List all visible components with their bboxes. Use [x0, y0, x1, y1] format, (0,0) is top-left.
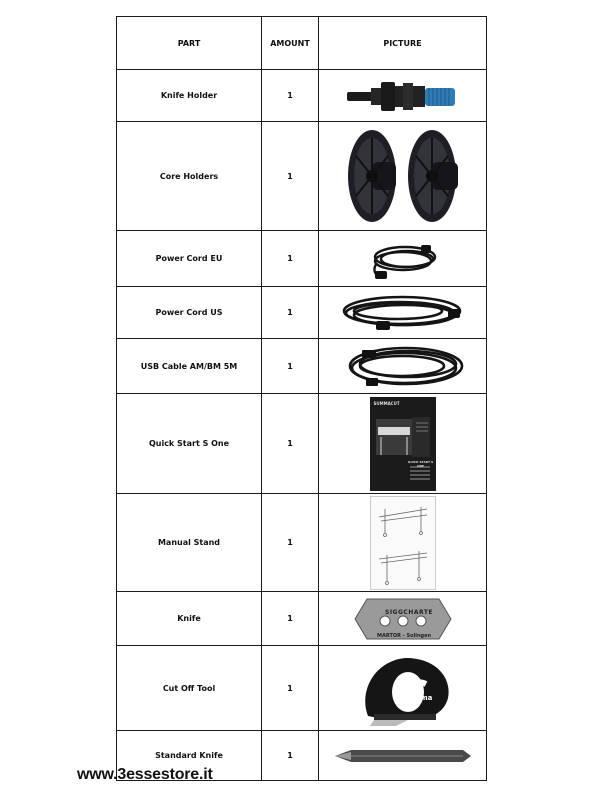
table-row [117, 394, 487, 494]
part-name: USB Cable AM/BM 5M [117, 339, 262, 394]
standard-knife-icon [333, 746, 473, 766]
cut-off-tool-brand: Summa [403, 694, 433, 702]
quick-start-brand: SUMMACUT [373, 400, 400, 406]
part-name: Cut Off Tool [117, 646, 262, 731]
header-amount: AMOUNT [262, 17, 319, 70]
quick-start-booklet-icon [370, 397, 436, 491]
table-row [117, 494, 487, 592]
part-name: Knife Holder [117, 70, 262, 122]
part-name: Core Holders [117, 122, 262, 231]
part-amount: 1 [262, 70, 319, 122]
part-name: Manual Stand [117, 494, 262, 592]
part-name: Knife [117, 592, 262, 646]
power-cord-eu-icon [363, 237, 443, 281]
part-amount: 1 [262, 731, 319, 781]
website-url: www.3essestore.it [77, 766, 213, 783]
knife-blade-text-2: MARTOR - Solingen [377, 632, 432, 639]
table-row [117, 592, 487, 646]
part-amount: 1 [262, 287, 319, 339]
table-row [117, 646, 487, 731]
cut-off-tool-icon [348, 650, 458, 726]
table-row [117, 339, 487, 394]
part-amount: 1 [262, 592, 319, 646]
power-cord-us-icon [336, 291, 470, 335]
manual-stand-document-icon [370, 496, 436, 590]
part-amount: 1 [262, 231, 319, 287]
knife-holder-icon [343, 76, 463, 116]
table-row [117, 231, 487, 287]
part-name: Power Cord US [117, 287, 262, 339]
table-row [117, 287, 487, 339]
part-name: Standard Knife [117, 731, 262, 781]
part-amount: 1 [262, 339, 319, 394]
parts-table [116, 16, 487, 781]
part-name: Power Cord EU [117, 231, 262, 287]
part-amount: 1 [262, 394, 319, 494]
parts-table-container [116, 16, 486, 781]
part-amount: 1 [262, 646, 319, 731]
part-name: Quick Start S One [117, 394, 262, 494]
header-part: PART [117, 17, 262, 70]
table-row [117, 122, 487, 231]
usb-cable-icon [336, 342, 470, 390]
table-row [117, 70, 487, 122]
header-row [117, 17, 487, 70]
part-amount: 1 [262, 494, 319, 592]
part-amount: 1 [262, 122, 319, 231]
knife-blade-text-1: SIGGCHARTE [385, 608, 434, 616]
quick-start-label: QUICK START S ONE [407, 459, 434, 468]
header-picture: PICTURE [319, 17, 487, 70]
core-holders-icon [336, 126, 470, 226]
